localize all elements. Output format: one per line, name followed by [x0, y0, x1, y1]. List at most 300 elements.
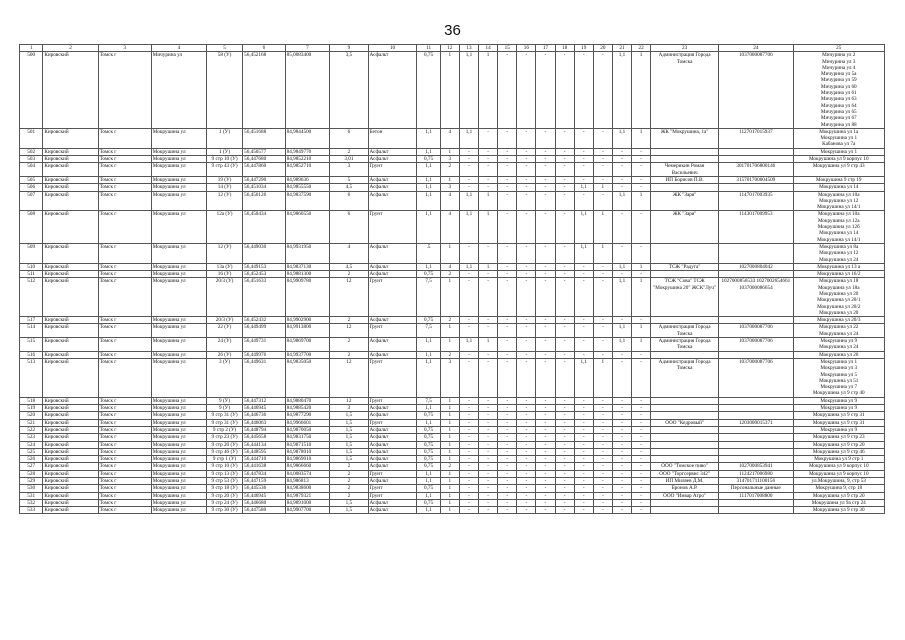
- table-cell: 56,449631: [243, 358, 286, 397]
- table-cell: 9 стр 1 (У): [207, 456, 243, 463]
- table-cell: -: [517, 448, 536, 455]
- table-cell: 56,447159: [243, 478, 286, 485]
- registry-table: [19, 44, 885, 514]
- table-row: [20, 448, 885, 455]
- table-cell: 84,9837130: [285, 263, 330, 270]
- table-cell: -: [517, 52, 536, 129]
- table-cell: 2: [330, 271, 368, 278]
- table-cell: -: [574, 456, 593, 463]
- table-cell: Томск г: [98, 156, 151, 163]
- address-line: Мичурина ул 5а: [821, 71, 857, 78]
- table-cell: -: [612, 470, 631, 477]
- table-cell: 1037000087706: [719, 52, 793, 129]
- table-cell: -: [517, 470, 536, 477]
- table-cell: ТСЖ "Радуга": [651, 263, 719, 270]
- table-cell: 56,452432: [243, 317, 286, 324]
- table-cell: 1: [479, 211, 498, 243]
- table-cell: -: [536, 397, 555, 404]
- table-cell: 9 стр 10 (У): [207, 463, 243, 470]
- table-cell: -: [612, 441, 631, 448]
- table-cell: 84,9913800: [285, 324, 330, 338]
- table-cell: -: [459, 271, 478, 278]
- table-cell: -: [555, 507, 574, 514]
- table-cell: [651, 148, 719, 155]
- table-cell: -: [536, 176, 555, 183]
- address-line: Мокрушина ул 20: [819, 309, 859, 316]
- table-cell: -: [555, 485, 574, 492]
- table-cell: -: [536, 263, 555, 270]
- table-cell: -: [517, 128, 536, 148]
- table-row: [20, 163, 885, 177]
- table-cell: ООО "Торгсервис 342": [651, 470, 719, 477]
- table-cell: 1: [593, 358, 612, 397]
- address-line: Мокрушина ул 24: [819, 256, 859, 263]
- table-cell: 1,1: [417, 358, 440, 397]
- table-cell: 1: [440, 478, 459, 485]
- table-cell: 1,1: [574, 243, 593, 263]
- table-cell: 1,1: [417, 191, 440, 211]
- table-cell: 1,1: [612, 52, 631, 129]
- table-cell: [651, 448, 719, 455]
- table-cell: 526: [20, 456, 43, 463]
- table-cell: 1,1: [417, 263, 440, 270]
- table-cell: -: [498, 191, 517, 211]
- table-cell: -: [555, 243, 574, 263]
- table-cell: 9 стр 31 (У): [207, 412, 243, 419]
- table-cell: Томск г: [98, 499, 151, 506]
- table-cell: Кировский: [43, 434, 98, 441]
- table-cell: 1,1: [417, 419, 440, 426]
- table-cell: 1,5: [330, 441, 368, 448]
- table-cell: 2: [330, 478, 368, 485]
- table-cell: -: [555, 426, 574, 433]
- table-cell: 12: [330, 358, 368, 397]
- table-cell: 56,451034: [243, 184, 286, 191]
- table-cell: Томск г: [98, 263, 151, 270]
- table-cell: -: [498, 492, 517, 499]
- table-cell: -: [498, 176, 517, 183]
- table-cell: -: [459, 448, 478, 455]
- table-cell: -: [517, 426, 536, 433]
- table-cell: -: [593, 263, 612, 270]
- table-cell: -: [612, 426, 631, 433]
- table-cell: 2: [440, 317, 459, 324]
- table-cell: 518: [20, 397, 43, 404]
- table-cell: Асфальт: [368, 434, 417, 441]
- address-line: Мокрушина ул 14: [819, 184, 859, 191]
- table-cell: -: [459, 426, 478, 433]
- table-cell: 1: [632, 324, 651, 338]
- table-cell: [651, 456, 719, 463]
- table-cell: -: [536, 317, 555, 324]
- table-cell: -: [555, 278, 574, 317]
- table-cell: 1,1: [417, 507, 440, 514]
- table-cell: 56,445658: [243, 434, 286, 441]
- table-cell: -: [498, 463, 517, 470]
- table-cell: 1: [593, 184, 612, 191]
- table-cell: -: [555, 351, 574, 358]
- table-row: [20, 317, 885, 324]
- table-cell: -: [593, 434, 612, 441]
- table-cell: 510: [20, 263, 43, 270]
- address-line: Мокрушина ул 20/3: [817, 317, 861, 324]
- table-cell: -: [479, 156, 498, 163]
- table-cell: Кировский: [43, 338, 98, 352]
- table-cell: 1,1: [612, 278, 631, 317]
- table-cell: 56,450126: [243, 191, 286, 211]
- table-cell: Кировский: [43, 405, 98, 412]
- table-cell: -: [593, 478, 612, 485]
- table-cell: 6: [330, 211, 368, 243]
- table-cell: 6: [330, 128, 368, 148]
- table-cell: Мокрушина ул: [151, 211, 206, 243]
- table-cell: 56,447290: [243, 176, 286, 183]
- table-cell: 4: [440, 263, 459, 270]
- table-cell: Кировский: [43, 456, 98, 463]
- table-cell: 56,450434: [243, 211, 286, 243]
- table-cell: 56,446063: [243, 419, 286, 426]
- table-cell: 84,9879321: [285, 492, 330, 499]
- table-cell: -: [612, 456, 631, 463]
- table-cell: 2: [330, 148, 368, 155]
- address-line: Мокрушина ул 5: [820, 371, 858, 378]
- table-cell: -: [574, 263, 593, 270]
- table-cell: Кировский: [43, 317, 98, 324]
- table-cell: -: [536, 499, 555, 506]
- table-cell: Асфальт: [368, 463, 417, 470]
- table-cell: 501: [20, 128, 43, 148]
- table-cell: -: [479, 397, 498, 404]
- table-cell: -: [498, 441, 517, 448]
- table-cell: 1,5: [330, 448, 368, 455]
- table-cell: 9 стр 2 (У): [207, 426, 243, 433]
- table-cell: -: [593, 397, 612, 404]
- table-row: [20, 412, 885, 419]
- table-cell: [719, 243, 793, 263]
- table-cell: Мокрушина ул: [151, 324, 206, 338]
- table-cell: 1: [440, 278, 459, 317]
- table-cell: -: [459, 412, 478, 419]
- table-row: [20, 211, 885, 243]
- address-line: Мокрушина ул 9 корпус 10: [808, 470, 869, 477]
- table-cell: -: [555, 405, 574, 412]
- table-cell: -: [459, 470, 478, 477]
- table-cell: Кировский: [43, 485, 98, 492]
- table-cell: 3,01: [330, 156, 368, 163]
- table-cell: -: [479, 317, 498, 324]
- table-cell: [793, 499, 885, 506]
- table-cell: Мокрушина ул: [151, 176, 206, 183]
- table-cell: 1: [479, 191, 498, 211]
- table-cell: -: [574, 338, 593, 352]
- table-cell: -: [517, 148, 536, 155]
- table-cell: 513: [20, 358, 43, 397]
- table-cell: 1: [440, 507, 459, 514]
- table-cell: Грунт: [368, 492, 417, 499]
- table-cell: Администрация Города Томска: [651, 338, 719, 352]
- table-cell: 56,451688: [243, 128, 286, 148]
- table-cell: ООО "Инвар Агро": [651, 492, 719, 499]
- table-cell: -: [555, 156, 574, 163]
- table-cell: 6: [330, 191, 368, 211]
- table-cell: -: [593, 426, 612, 433]
- table-cell: 7,5: [417, 278, 440, 317]
- table-cell: -: [536, 507, 555, 514]
- table-cell: -: [479, 492, 498, 499]
- table-cell: -: [574, 128, 593, 148]
- table-cell: -: [479, 163, 498, 177]
- table-cell: Мокрушина ул: [151, 405, 206, 412]
- table-cell: 522: [20, 426, 43, 433]
- address-line: Мокрушина ул 9 корпус 10: [808, 463, 869, 470]
- table-cell: Асфальт: [368, 426, 417, 433]
- table-cell: -: [536, 271, 555, 278]
- table-cell: [719, 499, 793, 506]
- table-cell: -: [593, 278, 612, 317]
- table-cell: Мокрушина ул: [151, 263, 206, 270]
- table-cell: -: [536, 191, 555, 211]
- header-cell: 22: [632, 45, 651, 52]
- table-cell: -: [498, 351, 517, 358]
- table-cell: 1,1: [417, 211, 440, 243]
- table-cell: -: [593, 499, 612, 506]
- table-cell: -: [632, 163, 651, 177]
- table-cell: 512: [20, 278, 43, 317]
- table-cell: -: [479, 358, 498, 397]
- table-cell: 84,9902900: [285, 317, 330, 324]
- address-line: Мокрушина ул 9а стр 24: [811, 499, 866, 506]
- table-cell: -: [612, 358, 631, 397]
- table-cell: 301701706800146: [719, 163, 793, 177]
- header-cell: 7: [285, 45, 330, 52]
- table-cell: -: [498, 211, 517, 243]
- table-cell: -: [479, 176, 498, 183]
- table-cell: [651, 351, 719, 358]
- table-cell: 1: [632, 278, 651, 317]
- table-cell: -: [517, 163, 536, 177]
- table-cell: -: [574, 507, 593, 514]
- table-cell: 0,75: [417, 463, 440, 470]
- header-cell: 4: [151, 45, 206, 52]
- table-cell: -: [479, 463, 498, 470]
- table-cell: -: [459, 184, 478, 191]
- table-cell: -: [593, 156, 612, 163]
- table-cell: 1: [440, 338, 459, 352]
- table-cell: Кировский: [43, 463, 98, 470]
- table-cell: -: [632, 358, 651, 397]
- table-cell: -: [498, 52, 517, 129]
- table-cell: -: [479, 243, 498, 263]
- table-cell: -: [632, 441, 651, 448]
- table-cell: 56,446736: [243, 412, 286, 419]
- table-cell: 1,1: [574, 184, 593, 191]
- table-cell: -: [536, 148, 555, 155]
- table-cell: [793, 412, 885, 419]
- table-cell: 1,1: [417, 351, 440, 358]
- table-cell: 1: [440, 243, 459, 263]
- table-cell: -: [479, 351, 498, 358]
- table-cell: -: [555, 191, 574, 211]
- table-cell: 520: [20, 412, 43, 419]
- table-cell: Кировский: [43, 499, 98, 506]
- table-row: [20, 485, 885, 492]
- table-cell: 1: [440, 441, 459, 448]
- header-cell: 25: [793, 45, 885, 52]
- table-cell: Томск г: [98, 191, 151, 211]
- table-cell: Грунт: [368, 358, 417, 397]
- table-cell: 12 (У): [207, 243, 243, 263]
- table-cell: -: [479, 478, 498, 485]
- address-line: Мичурина ул 63: [820, 96, 857, 103]
- table-row: [20, 419, 885, 426]
- table-cell: 2: [440, 271, 459, 278]
- table-cell: Кировский: [43, 358, 98, 397]
- address-line: Мокрушина ул 12: [819, 197, 859, 204]
- table-cell: -: [536, 448, 555, 455]
- table-cell: -: [632, 485, 651, 492]
- table-cell: -: [555, 434, 574, 441]
- table-cell: 4,5: [330, 263, 368, 270]
- table-cell: 521: [20, 419, 43, 426]
- table-cell: 56,444134: [243, 441, 286, 448]
- table-cell: Кировский: [43, 211, 98, 243]
- table-cell: Мокрушина ул: [151, 412, 206, 419]
- table-cell: -: [612, 351, 631, 358]
- table-cell: Грунт: [368, 163, 417, 177]
- table-cell: 84,9871510: [285, 441, 330, 448]
- table-cell: -: [536, 434, 555, 441]
- table-cell: 56,452453: [243, 271, 286, 278]
- table-cell: 1: [440, 419, 459, 426]
- table-cell: Томск г: [98, 211, 151, 243]
- table-cell: 84,0083574: [285, 470, 330, 477]
- address-line: Мокрушина ул 20/2: [817, 303, 861, 310]
- table-cell: 2: [440, 351, 459, 358]
- table-cell: Асфальт: [368, 184, 417, 191]
- table-cell: -: [593, 148, 612, 155]
- table-cell: 2: [440, 463, 459, 470]
- table-cell: Асфальт: [368, 478, 417, 485]
- table-cell: -: [536, 419, 555, 426]
- table-cell: 0,75: [417, 426, 440, 433]
- table-cell: Томск г: [98, 271, 151, 278]
- table-cell: -: [498, 263, 517, 270]
- table-row: [20, 507, 885, 514]
- table-cell: [793, 176, 885, 183]
- table-cell: -: [498, 434, 517, 441]
- address-line: Мокрушина ул 20: [819, 290, 859, 297]
- table-cell: 504: [20, 163, 43, 177]
- table-cell: Мокрушина ул: [151, 338, 206, 352]
- table-cell: -: [536, 470, 555, 477]
- table-cell: -: [612, 156, 631, 163]
- table-cell: 1,1: [459, 211, 478, 243]
- table-cell: [719, 351, 793, 358]
- table-cell: 532: [20, 499, 43, 506]
- table-cell: 2: [330, 492, 368, 499]
- table-cell: -: [517, 263, 536, 270]
- address-line: Кабанова ул 7а: [822, 141, 856, 148]
- table-cell: -: [459, 499, 478, 506]
- table-cell: Кировский: [43, 397, 98, 404]
- table-cell: [793, 263, 885, 270]
- table-row: [20, 156, 885, 163]
- table-cell: 56,449153: [243, 263, 286, 270]
- table-cell: [793, 426, 885, 433]
- table-cell: 1 (У): [207, 148, 243, 155]
- table-cell: -: [498, 456, 517, 463]
- table-cell: -: [574, 478, 593, 485]
- table-cell: -: [612, 419, 631, 426]
- table-cell: 56,447834: [243, 470, 286, 477]
- table-cell: -: [612, 448, 631, 455]
- table-cell: [651, 405, 719, 412]
- table-cell: 1147017003935: [719, 191, 793, 211]
- table-cell: -: [517, 338, 536, 352]
- table-cell: -: [459, 156, 478, 163]
- table-cell: 9 стр 46 (У): [207, 448, 243, 455]
- table-cell: Томск г: [98, 324, 151, 338]
- header-cell: 12: [440, 45, 459, 52]
- table-cell: Кировский: [43, 263, 98, 270]
- table-cell: 85,0083400: [285, 52, 330, 129]
- table-cell: -: [593, 176, 612, 183]
- table-cell: 26 (У): [207, 351, 243, 358]
- table-cell: [793, 358, 885, 397]
- table-cell: -: [555, 412, 574, 419]
- table-cell: .5: [417, 243, 440, 263]
- address-line: Мокрушина ул 24: [819, 330, 859, 337]
- table-cell: Кировский: [43, 426, 98, 433]
- table-cell: Томск г: [98, 434, 151, 441]
- table-cell: Персональные данные: [719, 485, 793, 492]
- table-cell: 1,1: [417, 492, 440, 499]
- table-cell: ООО "Томское пиво": [651, 463, 719, 470]
- table-cell: -: [574, 351, 593, 358]
- table-cell: 1: [440, 405, 459, 412]
- table-cell: Мокрушина ул: [151, 499, 206, 506]
- table-cell: Мокрушина ул: [151, 434, 206, 441]
- table-cell: -: [593, 463, 612, 470]
- table-cell: Администрация Города Томска: [651, 324, 719, 338]
- address-line: Мокрушина ул 10а: [817, 211, 860, 218]
- table-cell: 1: [440, 397, 459, 404]
- header-cell: 11: [417, 45, 440, 52]
- table-cell: [651, 156, 719, 163]
- table-cell: -: [459, 317, 478, 324]
- table-cell: Асфальт: [368, 243, 417, 263]
- table-cell: Мокрушина ул: [151, 317, 206, 324]
- table-cell: [793, 317, 885, 324]
- table-cell: -: [593, 351, 612, 358]
- table-cell: 0,75: [417, 434, 440, 441]
- table-cell: 514: [20, 324, 43, 338]
- table-cell: -: [517, 405, 536, 412]
- table-cell: 1: [440, 176, 459, 183]
- table-cell: -: [555, 324, 574, 338]
- table-cell: [719, 271, 793, 278]
- table-cell: -: [632, 426, 651, 433]
- table-cell: -: [536, 338, 555, 352]
- table-cell: -: [555, 263, 574, 270]
- table-cell: -: [498, 412, 517, 419]
- table-cell: 84,9837590: [285, 191, 330, 211]
- table-cell: -: [498, 485, 517, 492]
- table-cell: [651, 184, 719, 191]
- table-cell: -: [498, 163, 517, 177]
- table-cell: Мокрушина ул: [151, 441, 206, 448]
- table-row: [20, 463, 885, 470]
